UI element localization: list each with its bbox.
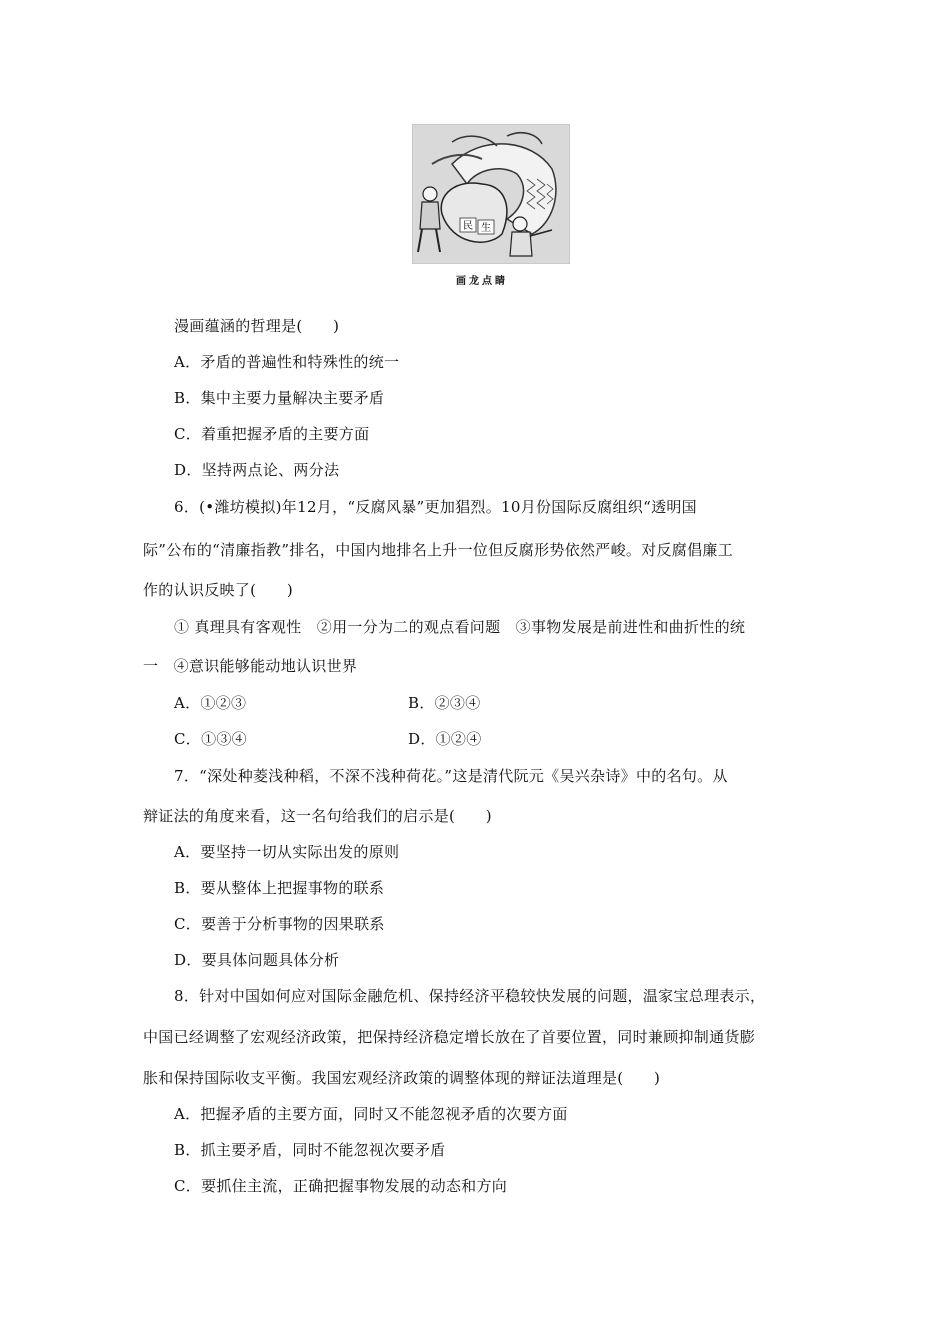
- q7-stem-line1: 7．“深处种菱浅种稻，不深不浅种荷花。”这是清代阮元《吴兴杂诗》中的名句。从: [174, 767, 728, 785]
- q8-option-b: B．抓主要矛盾，同时不能忽视次要矛盾: [174, 1141, 446, 1159]
- q8-stem-line2: 中国已经调整了宏观经济政策，把保持经济稳定增长放在了首要位置，同时兼顾抑制通货膨: [143, 1028, 756, 1046]
- q6-items-line1: ① 真理具有客观性 ②用一分为二的观点看问题 ③事物发展是前进性和曲折性的统: [174, 618, 746, 636]
- q6-stem-line3: 作的认识反映了( ): [143, 581, 294, 599]
- label-min: 民: [463, 221, 473, 232]
- q6-items-line2: 一 ④意识能够能动地认识世界: [143, 657, 358, 675]
- q6-option-b: B．②③④: [408, 694, 481, 712]
- q6-stem-line2: 际”公布的“清廉指教”排名，中国内地排名上升一位但反腐形势依然严峻。对反腐倡廉工: [143, 541, 734, 559]
- figure-caption: 画龙点睛: [456, 276, 508, 287]
- q7-option-c: C．要善于分析事物的因果联系: [174, 915, 385, 933]
- q6-option-c: C．①③④: [174, 730, 247, 748]
- cartoon-illustration: [412, 124, 570, 264]
- q6-option-d: D．①②④: [408, 730, 482, 748]
- q5-option-a: A．矛盾的普遍性和特殊性的统一: [174, 353, 400, 371]
- q6-stem-line1: 6．(•潍坊模拟)年12月，“反腐风暴”更加猖烈。10月份国际反腐组织“透明国: [174, 498, 697, 516]
- q5-option-b: B．集中主要力量解决主要矛盾: [174, 389, 385, 407]
- q5-option-d: D．坚持两点论、两分法: [174, 461, 340, 479]
- q7-option-a: A．要坚持一切从实际出发的原则: [174, 843, 400, 861]
- q8-option-a: A．把握矛盾的主要方面，同时又不能忽视矛盾的次要方面: [174, 1105, 568, 1123]
- q7-option-b: B．要从整体上把握事物的联系: [174, 879, 385, 897]
- q7-option-d: D．要具体问题具体分析: [174, 951, 340, 969]
- q5-stem: 漫画蕴涵的哲理是( ): [174, 317, 340, 335]
- label-sheng: 生: [481, 223, 491, 234]
- q8-stem-line1: 8．针对中国如何应对国际金融危机、保持经济平稳较快发展的问题，温家宝总理表示，: [174, 987, 766, 1005]
- q6-option-a: A．①②③: [174, 694, 247, 712]
- q7-stem-line2: 辩证法的角度来看，这一名句给我们的启示是( ): [143, 807, 492, 825]
- q8-stem-line3: 胀和保持国际收支平衡。我国宏观经济政策的调整体现的辩证法道理是( ): [143, 1069, 661, 1087]
- q5-option-c: C．着重把握矛盾的主要方面: [174, 425, 370, 443]
- q8-option-c: C．要抓住主流，正确把握事物发展的动态和方向: [174, 1177, 508, 1195]
